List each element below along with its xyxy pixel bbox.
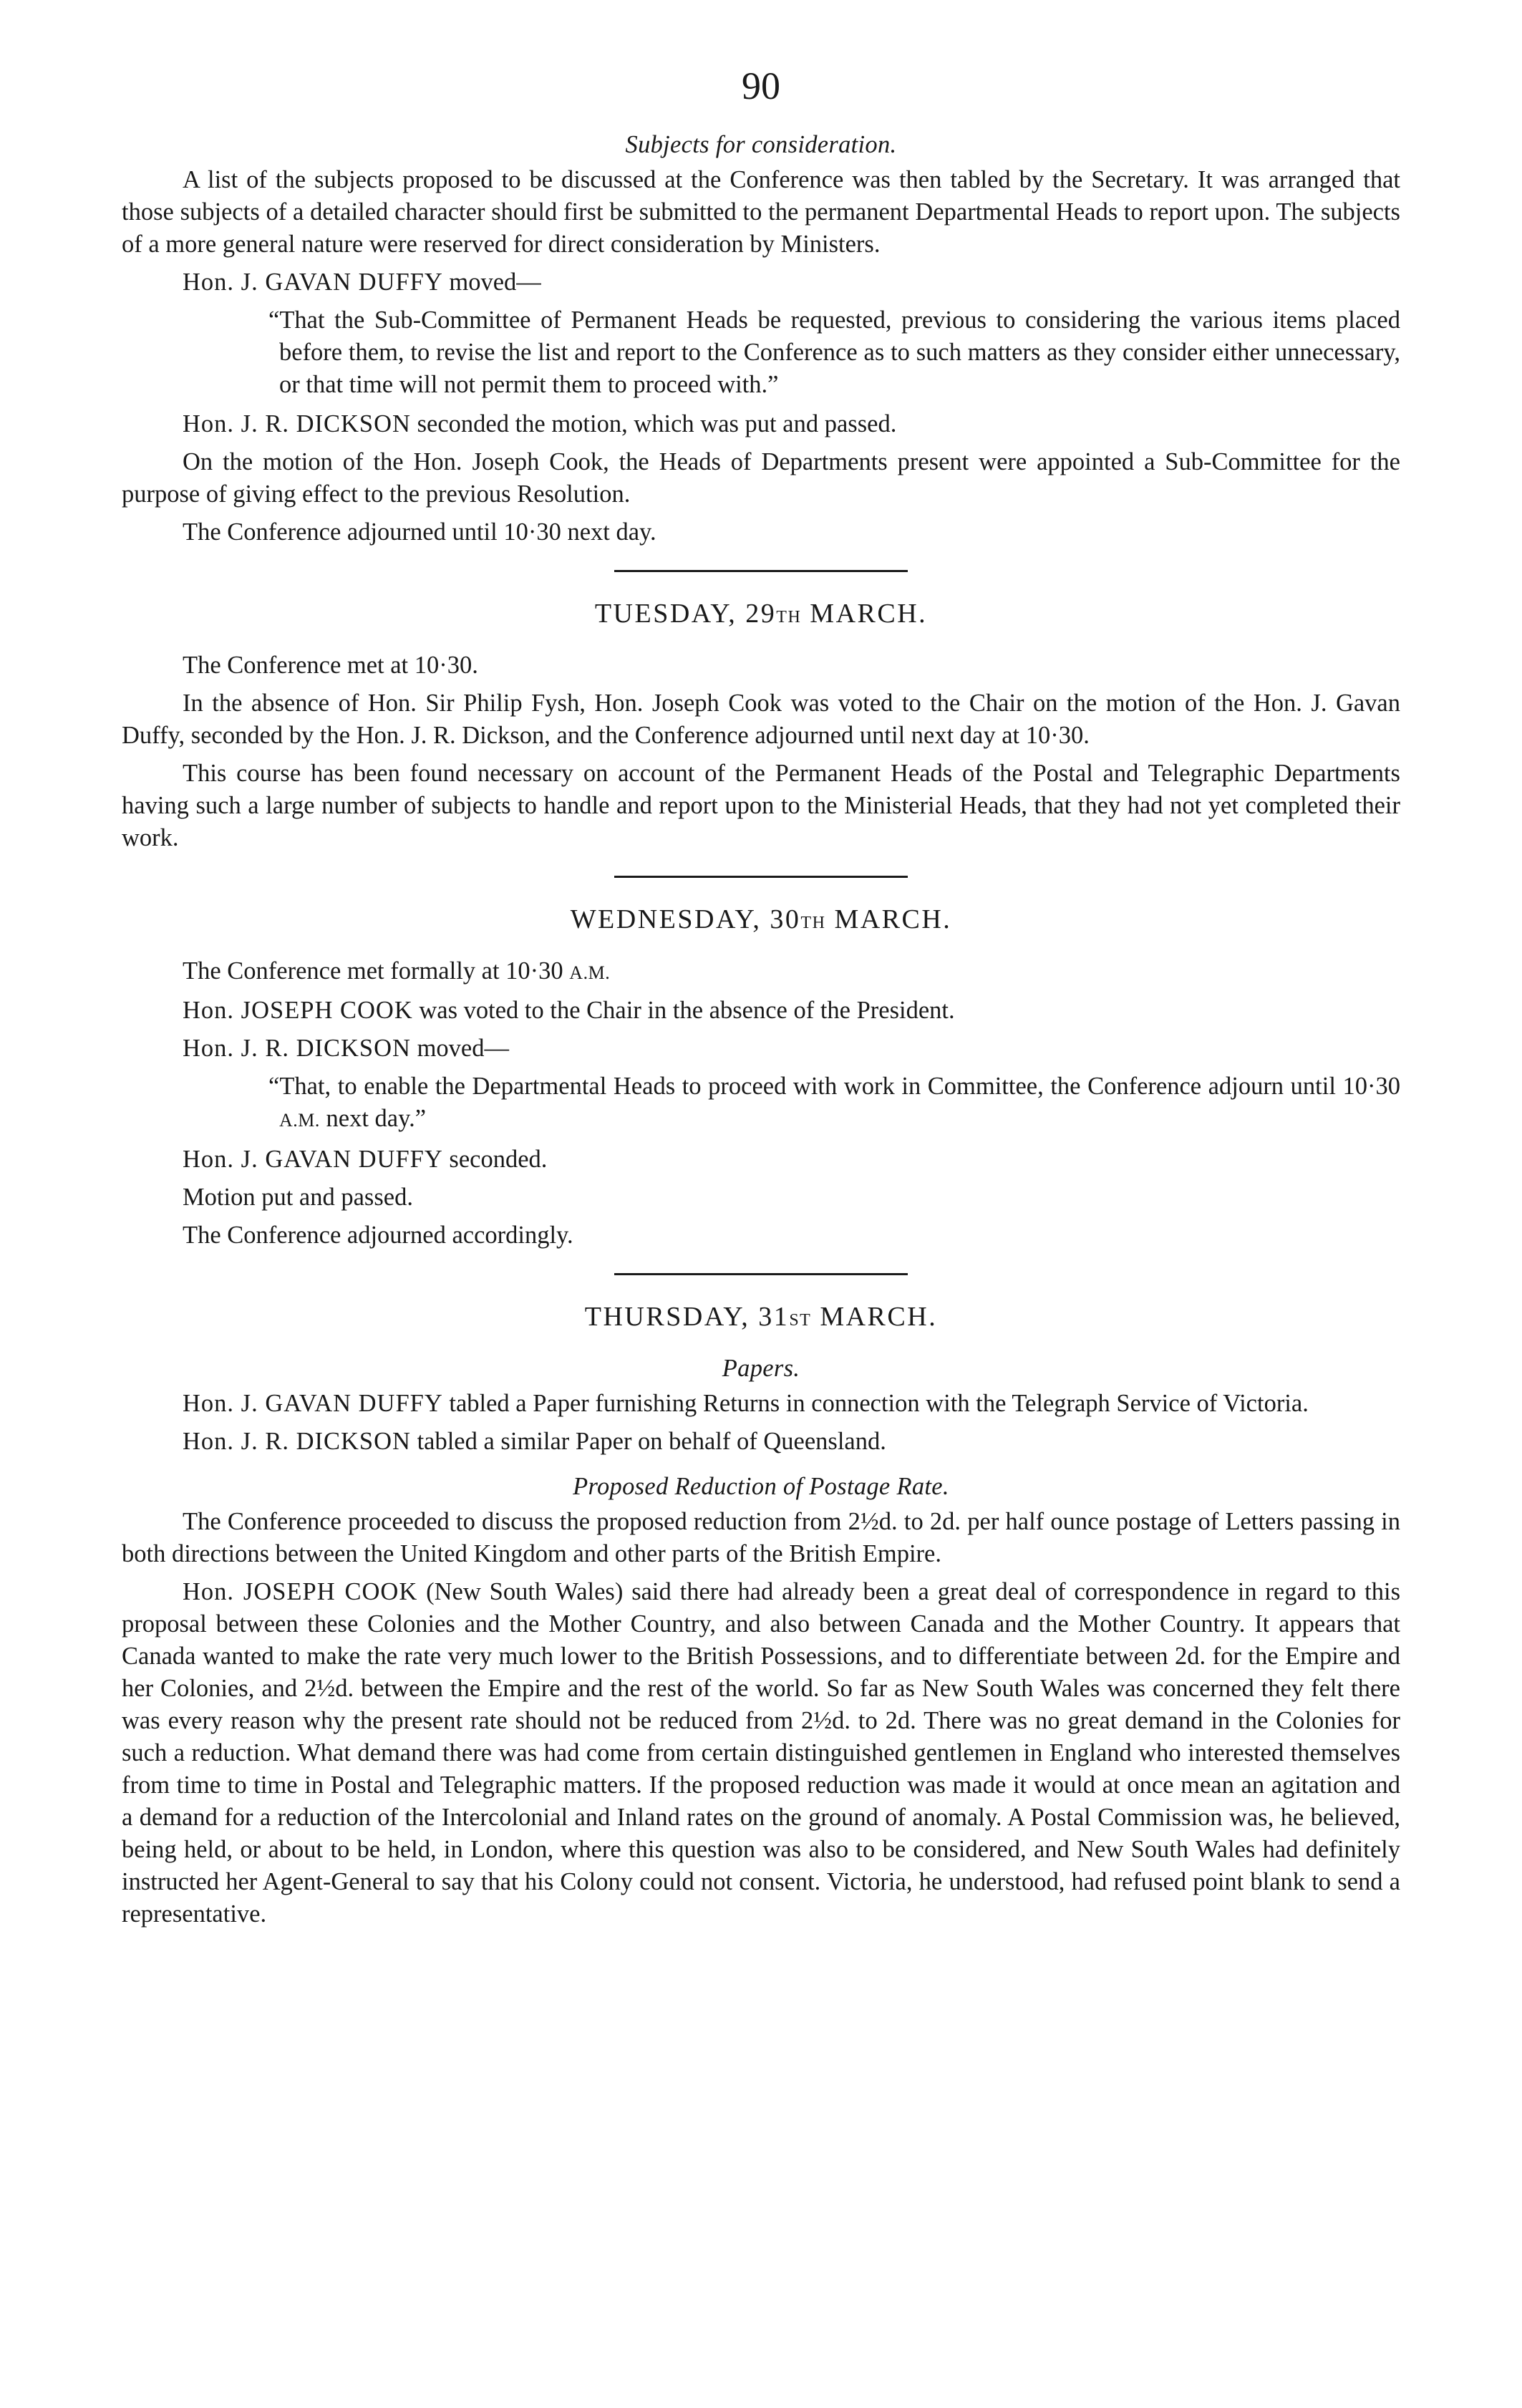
speaker-name: Hon. JOSEPH COOK (183, 997, 413, 1024)
paragraph: On the motion of the Hon. Joseph Cook, the Heads of Departments present were appointed a Sub-Committee for the purpose of giving effect to the previous Resolution. (122, 448, 1400, 508)
paragraph: The Conference adjourned accordingly. (183, 1222, 573, 1249)
day-heading-wednesday: WEDNESDAY, 30TH MARCH. (570, 904, 952, 934)
paragraph: This course has been found necessary on account of the Permanent Heads of the Postal and Telegraphic Departments having such a large number of subjects to handle and report upon to the Ministerial Heads, that they had not yet completed their work. (122, 760, 1400, 851)
divider (614, 876, 908, 878)
speaker-name: Hon. J. R. DICKSON (183, 1035, 411, 1062)
paragraph-text: seconded the motion, which was put and passed. (417, 410, 897, 437)
motion-quote: “That the Sub-Committee of Permanent Heads be requested, previous to considering the various items placed before them, to revise the list and report to the Conference as to such matters as they consider either unnecessary, or that time will not permit them to proceed with.” (268, 306, 1400, 398)
paragraph: The Conference met at 10·30. (183, 652, 478, 679)
paragraph: Hon. J. GAVAN DUFFY tabled a Paper furnishing Returns in connection with the Telegraph Service of Victoria. (183, 1390, 1309, 1417)
subheading-papers: Papers. (722, 1355, 800, 1382)
day-heading-tuesday: TUESDAY, 29TH MARCH. (594, 599, 928, 629)
paragraph: Hon. J. R. DICKSON moved— (183, 1035, 509, 1062)
paragraph-text: moved— (449, 269, 541, 296)
page-number: 90 (742, 64, 780, 107)
day-heading-thursday: THURSDAY, 31ST MARCH. (584, 1302, 938, 1332)
paragraph: In the absence of Hon. Sir Philip Fysh, Hon. Joseph Cook was voted to the Chair on the motion of the Hon. J. Gavan Duffy, seconded by the Hon. J. R. Dickson, and the Conference adjourned until next day at 10·30. (122, 690, 1400, 749)
paragraph: The Conference proceeded to discuss the proposed reduction from 2½d. to 2d. per half ounce postage of Letters passing in both directions between the United Kingdom and other parts of the British Empire. (122, 1508, 1400, 1567)
speaker-name: Hon. J. R. DICKSON (183, 410, 411, 437)
speaker-name: Hon. J. GAVAN DUFFY (183, 1390, 443, 1417)
paragraph: Hon. J. R. DICKSON tabled a similar Paper on behalf of Queensland. (183, 1428, 886, 1455)
divider (614, 570, 908, 572)
speaker-name: Hon. J. GAVAN DUFFY (183, 1146, 443, 1173)
paragraph: Hon. J. GAVAN DUFFY seconded. (183, 1146, 548, 1173)
motion-quote: “That, to enable the Departmental Heads to proceed with work in Committee, the Conference adjourn until 10·30 A.M. next day.” (268, 1073, 1400, 1132)
paragraph: The Conference met formally at 10·30 A.M. (183, 957, 611, 985)
paragraph: A list of the subjects proposed to be discussed at the Conference was then tabled by the Secretary. It was arranged that those subjects of a detailed character should first be submitted to the permanent Departmental Heads to report upon. The subjects of a more general nature were reserved for direct consideration by Ministers. (122, 166, 1400, 258)
speaker-name: Hon. J. R. DICKSON (183, 1428, 411, 1455)
paragraph: The Conference adjourned until 10·30 next day. (183, 518, 656, 546)
section-heading-subjects: Subjects for consideration. (625, 131, 897, 158)
speaker-name: Hon. J. GAVAN DUFFY (183, 269, 443, 296)
subheading-postage: Proposed Reduction of Postage Rate. (573, 1473, 949, 1500)
paragraph: Hon. JOSEPH COOK (New South Wales) said there had already been a great deal of correspondence in regard to this proposal between these Colonies and the Mother Country, and also between Canada and the Mother Country. It appears that Canada wanted to make the rate very much lower to the British Possessions, and to differentiate between 2d. for the Empire and her Colonies, and 2½d. between the Empire and the rest of the world. So far as New South Wales was concerned they felt there was every reason why the present rate should not be reduced from 2½d. to 2d. There was no great demand in the Colonies for such a reduction. What demand there was had come from certain distinguished gentlemen in England who interested themselves from time to time in Postal and Telegraphic matters. If the proposed reduction was made it would at once mean an agitation and a demand for a reduction of the Intercolonial and Inland rates on the ground of anomaly. A Postal Commission was, he believed, being held, or about to be held, in London, where this question was also to be considered, and New South Wales had definitely instructed her Agent-General to say that his Colony could not consent. Victoria, he understood, had refused point blank to send a representative. (122, 1578, 1401, 1928)
paragraph: Motion put and passed. (183, 1184, 413, 1211)
divider (614, 1273, 908, 1275)
paragraph: Hon. JOSEPH COOK was voted to the Chair in the absence of the President. (183, 997, 955, 1024)
paragraph (122, 408, 1400, 440)
paragraph (122, 266, 1400, 299)
speaker-name: Hon. JOSEPH COOK (183, 1578, 418, 1605)
